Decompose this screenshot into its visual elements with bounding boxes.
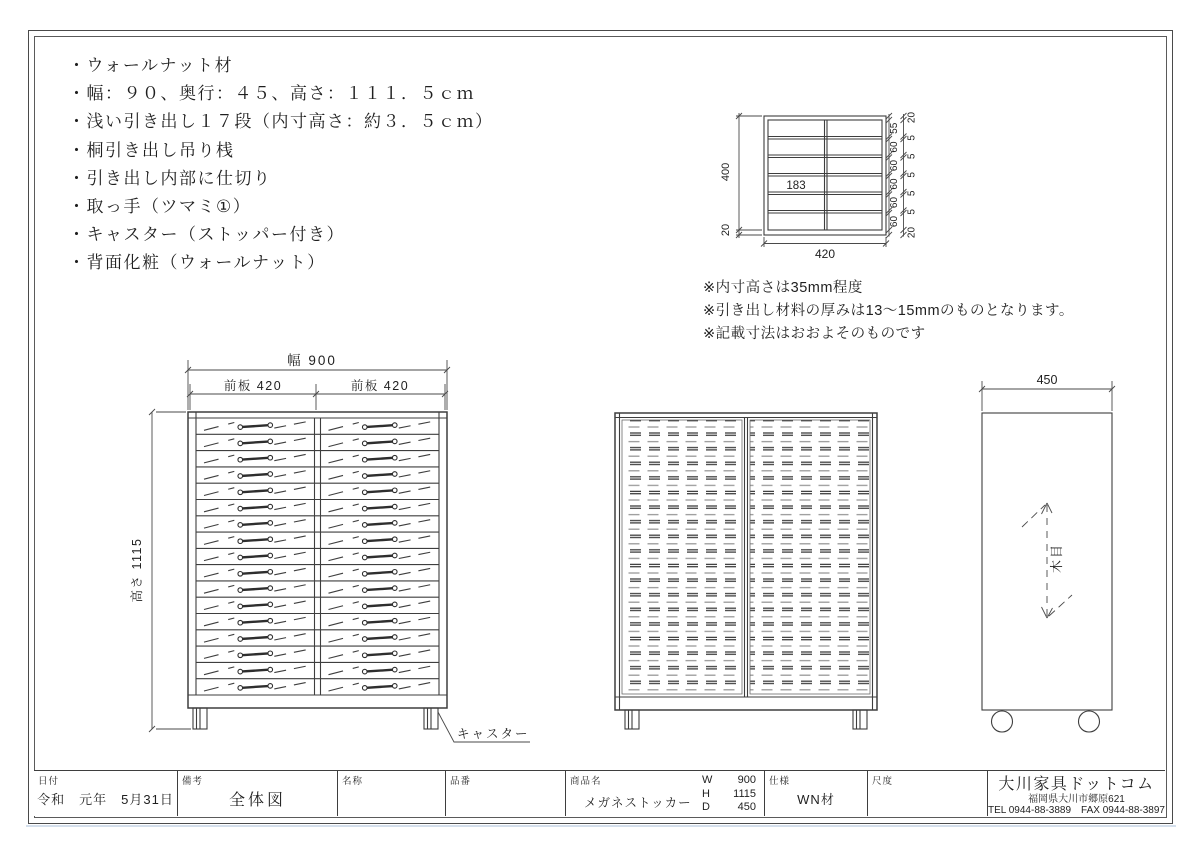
plan-right-inner-dim: 60	[889, 159, 900, 172]
dim-d-value: 450	[737, 801, 756, 813]
plan-right-outer-dim: 5	[906, 172, 918, 178]
plan-right-inner-dim: 55	[889, 122, 900, 134]
spec-item: ・取っ手（ツマミ①）	[68, 197, 252, 217]
product-name: メガネストッカー	[584, 796, 692, 810]
company-address: 福岡県大川市郷原621	[1028, 794, 1125, 805]
front-caster-label: キャスター	[457, 727, 530, 741]
company-name: 大川家具ドットコム	[998, 776, 1155, 793]
plan-right-outer-dim: 20	[906, 226, 918, 239]
side-grain-label: 木目	[1049, 542, 1064, 574]
front-height-dim: 高さ 1115	[130, 537, 144, 603]
spec-value: WN材	[797, 792, 835, 807]
date-value: 令和 元年 5月31日	[37, 792, 174, 807]
plan-left-dim: 400	[720, 162, 732, 182]
product-label: 商品名	[570, 776, 602, 787]
plan-left-bottom-dim: 20	[720, 223, 732, 237]
note-item: ※引き出し材料の厚みは13～15mmのものとなります。	[703, 303, 1074, 319]
spec-bullet-list	[68, 52, 494, 278]
titleblock-product-cell	[566, 771, 765, 816]
remarks-value: 全体図	[228, 792, 286, 809]
plan-right-inner-dim: 60	[889, 215, 900, 228]
notes-list	[703, 277, 1074, 346]
scale-label: 尺度	[872, 776, 894, 787]
note-item: ※内寸高さは35mm程度	[703, 280, 863, 296]
name-label: 名称	[342, 776, 364, 787]
spec-item: ・背面化粧（ウォールナット）	[68, 253, 326, 273]
dim-d-key: D	[702, 801, 710, 813]
plan-right-inner-dim: 60	[889, 178, 900, 190]
product-whd-dims	[702, 774, 756, 815]
dim-h-value: 1115	[733, 787, 756, 800]
title-block	[34, 770, 1165, 816]
titleblock-scale-cell	[868, 771, 988, 816]
spec-item: ・キャスター（ストッパー付き）	[68, 225, 345, 245]
spec-item: ・ウォールナット材	[68, 56, 234, 75]
titleblock-partno-cell	[446, 771, 566, 816]
plan-right-outer-dim: 5	[906, 153, 918, 160]
scan-artifact-line	[26, 825, 1176, 827]
spec-item: ・浅い引き出し１７段（内寸高さ：約３．５ｃｍ）	[68, 112, 494, 132]
front-panel-dim-right: 前板 420	[350, 379, 410, 393]
dim-h-key: H	[702, 787, 710, 800]
plan-bottom-dim: 420	[814, 247, 836, 261]
titleblock-date-cell	[34, 771, 178, 816]
note-item: ※記載寸法はおおよそのものです	[703, 326, 926, 342]
plan-right-outer-dim: 5	[906, 209, 918, 215]
company-tel-fax: TEL 0944-88-3889 FAX 0944-88-3897	[988, 805, 1165, 816]
remarks-label: 備考	[182, 776, 204, 787]
date-label: 日付	[38, 776, 60, 787]
plan-right-outer-dim: 5	[906, 190, 918, 197]
titleblock-spec-cell	[765, 771, 868, 816]
titleblock-company-cell	[988, 771, 1165, 816]
titleblock-name-cell	[338, 771, 446, 816]
plan-right-outer-dim: 20	[906, 111, 918, 124]
plan-right-outer-dim: 5	[906, 135, 918, 141]
spec-item: ・幅：９０、奥行：４５、高さ：１１１．５ｃｍ	[68, 84, 475, 104]
spec-label: 仕様	[769, 776, 791, 787]
front-panel-dim-left: 前板 420	[223, 379, 283, 393]
dim-w-key: W	[702, 774, 713, 786]
partno-label: 品番	[450, 776, 472, 787]
plan-compartment-dim: 183	[786, 180, 806, 192]
spec-item: ・桐引き出し吊り桟	[68, 140, 235, 160]
plan-right-inner-dim: 60	[889, 141, 900, 153]
dim-w-value: 900	[737, 774, 756, 786]
titleblock-remarks-cell	[178, 771, 338, 816]
spec-item: ・引き出し内部に仕切り	[68, 168, 272, 188]
plan-right-inner-dim: 60	[889, 196, 900, 209]
side-width-dim: 450	[1036, 373, 1058, 387]
front-width-dim: 幅 900	[287, 353, 337, 368]
